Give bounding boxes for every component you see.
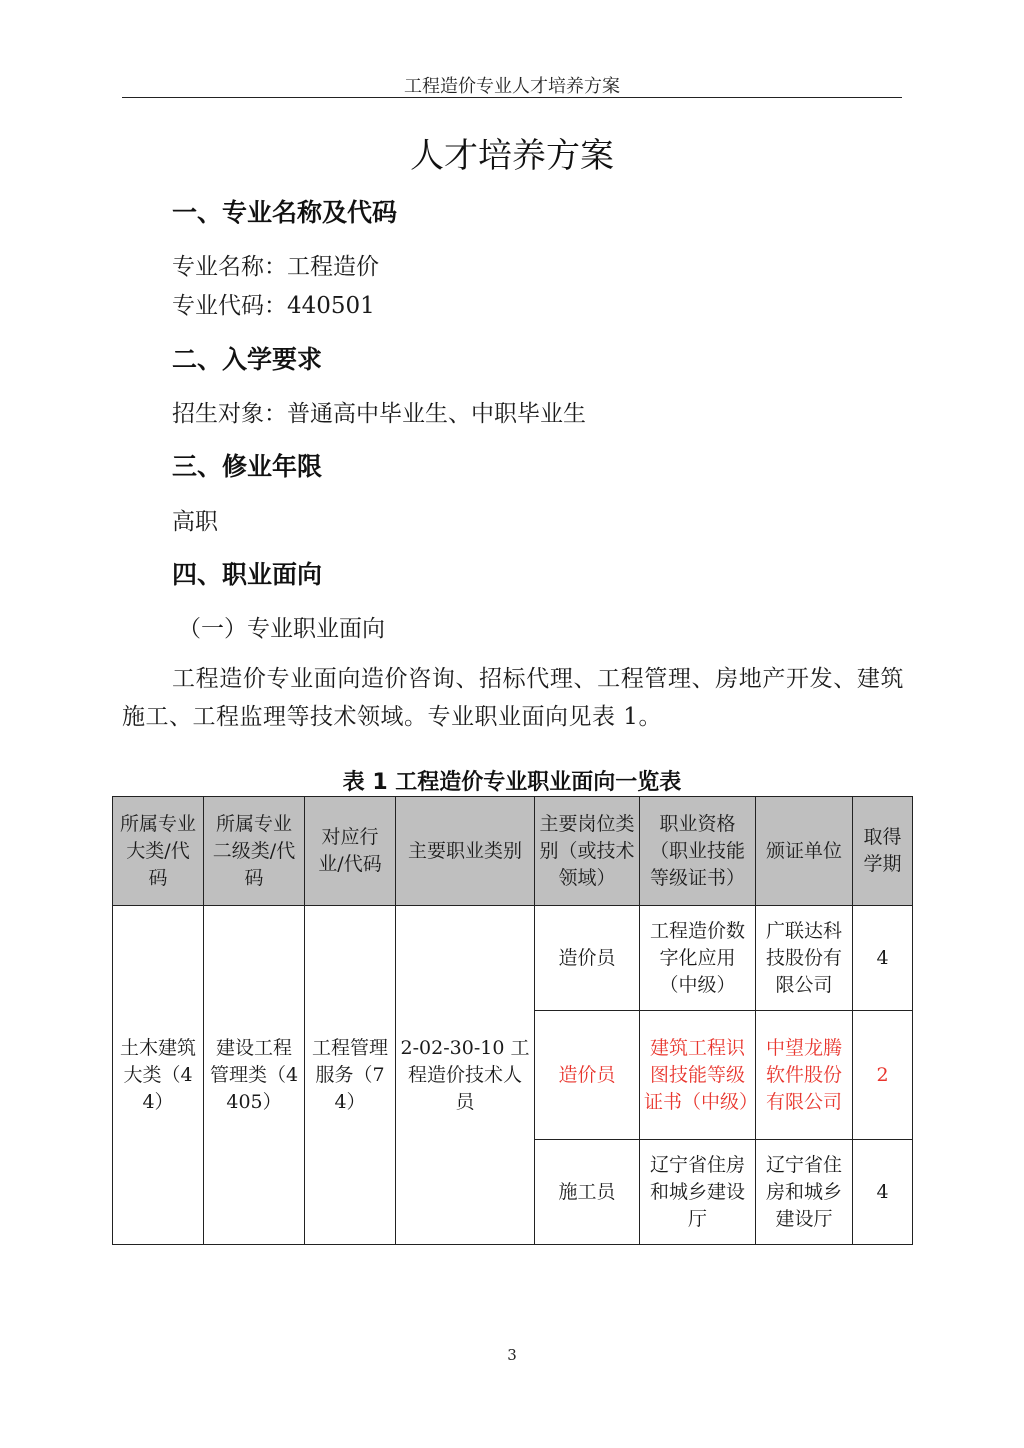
- sub-heading-career: （一）专业职业面向: [178, 616, 385, 642]
- issuer-cell: 中望龙腾软件股份有限公司: [756, 1011, 853, 1140]
- header-cell: 所属专业二级类/代码: [204, 797, 305, 906]
- header-cell: 主要岗位类别（或技术领域）: [535, 797, 640, 906]
- major-name-line: 专业名称：工程造价: [172, 254, 379, 280]
- semester-cell: 4: [853, 906, 913, 1011]
- page-number: 3: [507, 1346, 517, 1364]
- career-table: [112, 796, 913, 1245]
- semester-cell: 4: [853, 1140, 913, 1245]
- section-heading-duration: 三、修业年限: [172, 452, 323, 481]
- position-cell: 造价员: [535, 1011, 640, 1140]
- header-rule: [122, 97, 902, 98]
- industry-cell: 工程管理服务（74）: [305, 906, 396, 1245]
- major-code-line: 专业代码：440501: [172, 293, 375, 319]
- semester-cell: 2: [853, 1011, 913, 1140]
- major-category-cell: 土木建筑大类（44）: [113, 906, 204, 1245]
- table-row: [113, 906, 913, 1011]
- table-header-row: [113, 797, 913, 906]
- section-heading-career: 四、职业面向: [172, 560, 323, 589]
- header-cell: 所属专业大类/代码: [113, 797, 204, 906]
- header-cell: 主要职业类别: [396, 797, 535, 906]
- position-cell: 造价员: [535, 906, 640, 1011]
- secondary-category-cell: 建设工程管理类（4405）: [204, 906, 305, 1245]
- section-heading-name-code: 一、专业名称及代码: [172, 198, 398, 227]
- issuer-cell: 广联达科技股份有限公司: [756, 906, 853, 1011]
- table-caption: 表 1 工程造价专业职业面向一览表: [342, 770, 682, 795]
- header-cell: 取得学期: [853, 797, 913, 906]
- header-cell: 对应行业/代码: [305, 797, 396, 906]
- admission-line: 招生对象：普通高中毕业生、中职毕业生: [172, 401, 586, 427]
- career-paragraph: 工程造价专业面向造价咨询、招标代理、工程管理、房地产开发、建筑施工、工程监理等技术领域。专业职业面向见表 1。: [122, 666, 904, 730]
- duration-line: 高职: [172, 509, 218, 535]
- certificate-cell: 辽宁省住房和城乡建设厅: [640, 1140, 756, 1245]
- position-cell: 施工员: [535, 1140, 640, 1245]
- section-heading-admission: 二、入学要求: [172, 345, 323, 374]
- certificate-cell: 建筑工程识图技能等级证书（中级）: [640, 1011, 756, 1140]
- header-cell: 职业资格（职业技能等级证书）: [640, 797, 756, 906]
- running-header: 工程造价专业人才培养方案: [404, 76, 620, 97]
- certificate-cell: 工程造价数字化应用（中级）: [640, 906, 756, 1011]
- occupation-cell: 2-02-30-10 工程造价技术人员: [396, 906, 535, 1245]
- issuer-cell: 辽宁省住房和城乡建设厅: [756, 1140, 853, 1245]
- page-title: 人才培养方案: [410, 136, 614, 176]
- header-cell: 颁证单位: [756, 797, 853, 906]
